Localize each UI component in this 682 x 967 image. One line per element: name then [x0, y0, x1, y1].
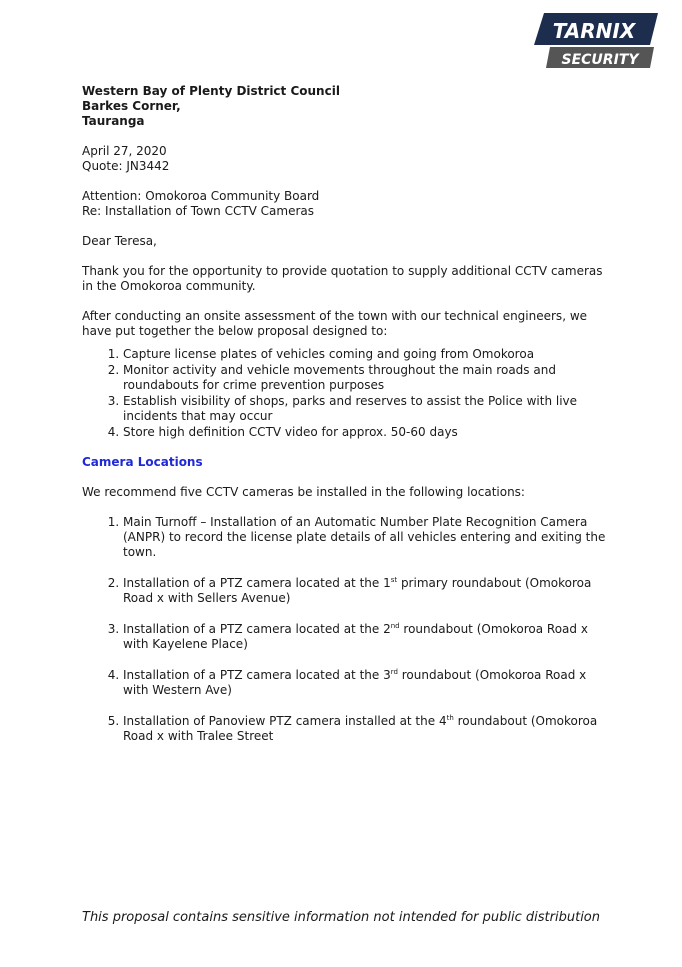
section-intro: We recommend five CCTV cameras be installed in the following locations:: [82, 485, 525, 499]
quote-number: Quote: JN3442: [82, 159, 170, 173]
re-line: Re: Installation of Town CCTV Cameras: [82, 204, 315, 218]
date-block: [82, 144, 612, 174]
list-item: 4. Store high definition CCTV video for approx. 50-60 days: [123, 425, 612, 440]
letter-body: [82, 84, 612, 760]
list-item: 1. Main Turnoff – Installation of an Automatic Number Plate Recognition Camera (ANPR) to record the license plate details of all vehicles entering and exiting the town.: [123, 515, 612, 560]
section-heading: Camera Locations: [82, 455, 203, 469]
recipient-line: Western Bay of Plenty District Council: [82, 84, 340, 98]
list-item: 2. Monitor activity and vehicle movements throughout the main roads and roundabouts for crime prevention purposes: [123, 363, 612, 393]
list-item: 2. Installation of a PTZ camera located at the 1st primary roundabout (Omokoroa Road x with Sellers Avenue): [123, 576, 612, 606]
salutation: Dear Teresa,: [82, 234, 157, 248]
subject-block: [82, 189, 612, 219]
list-item: 3. Establish visibility of shops, parks and reserves to assist the Police with live incidents that may occur: [123, 394, 612, 424]
recipient-line: Tauranga: [82, 114, 145, 128]
letter-date: April 27, 2020: [82, 144, 167, 158]
tarnix-security-logo: [534, 13, 658, 71]
list-item: 4. Installation of a PTZ camera located at the 3rd roundabout (Omokoroa Road x with Western Ave): [123, 668, 612, 698]
list-item: 3. Installation of a PTZ camera located at the 2nd roundabout (Omokoroa Road x with Kayelene Place): [123, 622, 612, 652]
svg-text:SECURITY: SECURITY: [561, 52, 639, 68]
locations-list: [82, 515, 612, 744]
recipient-line: Barkes Corner,: [82, 99, 181, 113]
list-item: 5. Installation of Panoview PTZ camera installed at the 4th roundabout (Omokoroa Road x with Tralee Street: [123, 714, 612, 744]
svg-text:TARNIX: TARNIX: [552, 19, 636, 43]
goals-list: [82, 347, 612, 440]
assessment-paragraph: After conducting an onsite assessment of the town with our technical engineers, we have put together the below proposal designed to:: [82, 309, 588, 338]
intro-paragraph: Thank you for the opportunity to provide quotation to supply additional CCTV cameras in the Omokoroa community.: [82, 264, 603, 293]
attention-line: Attention: Omokoroa Community Board: [82, 189, 320, 203]
list-item: 1. Capture license plates of vehicles coming and going from Omokoroa: [123, 347, 612, 362]
recipient-address: [82, 84, 612, 129]
confidentiality-footer: This proposal contains sensitive information not intended for public distribution: [82, 910, 600, 925]
